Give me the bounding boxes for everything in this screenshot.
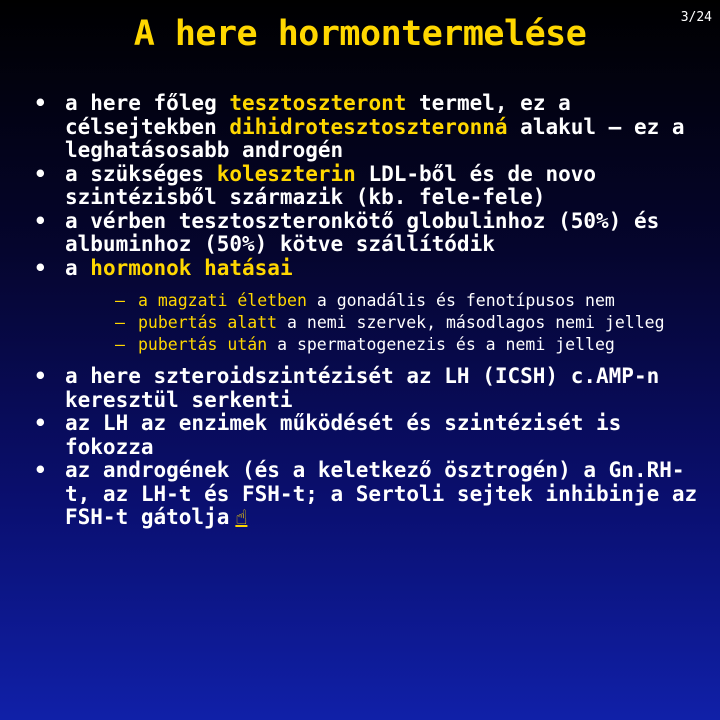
sub-bullet-list xyxy=(65,290,700,356)
highlight-term: koleszterin xyxy=(216,161,356,186)
sub-bullet-text: a spermatogenezis és a nemi jelleg xyxy=(267,335,615,354)
bullet-text: az androgének (és a keletkező ösztrogén) a Gn.RH-t, az LH-t és FSH-t; a Sertoli sejtek inhibinje az FSH-t gátolja xyxy=(65,458,698,529)
bullet-item xyxy=(34,459,700,530)
bullet-text: a here szteroidszintézisét az LH (ICSH) c.AMP-n keresztül serkenti xyxy=(65,364,660,412)
bullet-text: a xyxy=(65,255,91,280)
highlight-term: a magzati életben xyxy=(138,291,307,310)
bullet-item xyxy=(34,210,700,257)
bullet-item xyxy=(34,257,700,357)
bullet-item xyxy=(34,92,700,163)
sub-bullet-item xyxy=(115,290,700,312)
sub-bullet-text: a gonadális és fenotípusos nem xyxy=(306,291,615,310)
highlight-term: dihidrotesztoszteronná xyxy=(229,114,508,139)
bullet-text: alakul – ez a leghatásosabb androgén xyxy=(65,114,685,162)
bullet-item xyxy=(34,365,700,412)
highlight-term: pubertás után xyxy=(138,335,268,354)
bullet-item xyxy=(34,163,700,210)
highlight-term: pubertás alatt xyxy=(138,313,278,332)
sub-bullet-item xyxy=(115,312,700,334)
bullet-text: az LH az enzimek működését és szintézisét is fokozza xyxy=(65,411,622,459)
bullet-text: a vérben tesztoszteronkötő globulinhoz (50%) és albuminhoz (50%) kötve szállítódik xyxy=(65,208,660,256)
highlight-term: hormonok hatásai xyxy=(90,255,293,280)
bullet-text: termel, ez a célsejtekben xyxy=(65,91,571,139)
bullet-text: a here főleg xyxy=(65,91,230,115)
page-number: 3/24 xyxy=(680,10,712,25)
highlight-term: tesztoszteront xyxy=(229,91,407,115)
return-hand-icon[interactable]: ☝ xyxy=(235,505,248,529)
slide-title: A here hormontermelése xyxy=(133,14,587,54)
bullet-text: a szükséges xyxy=(65,161,217,186)
slide-body xyxy=(34,92,700,530)
bullet-list xyxy=(34,92,700,530)
sub-bullet-item xyxy=(115,334,700,356)
bullet-text: LDL-ből és de novo szintézisből származik (kb. fele-fele) xyxy=(65,161,597,209)
bullet-item xyxy=(34,412,700,459)
sub-bullet-text: a nemi szervek, másodlagos nemi jelleg xyxy=(277,313,665,332)
